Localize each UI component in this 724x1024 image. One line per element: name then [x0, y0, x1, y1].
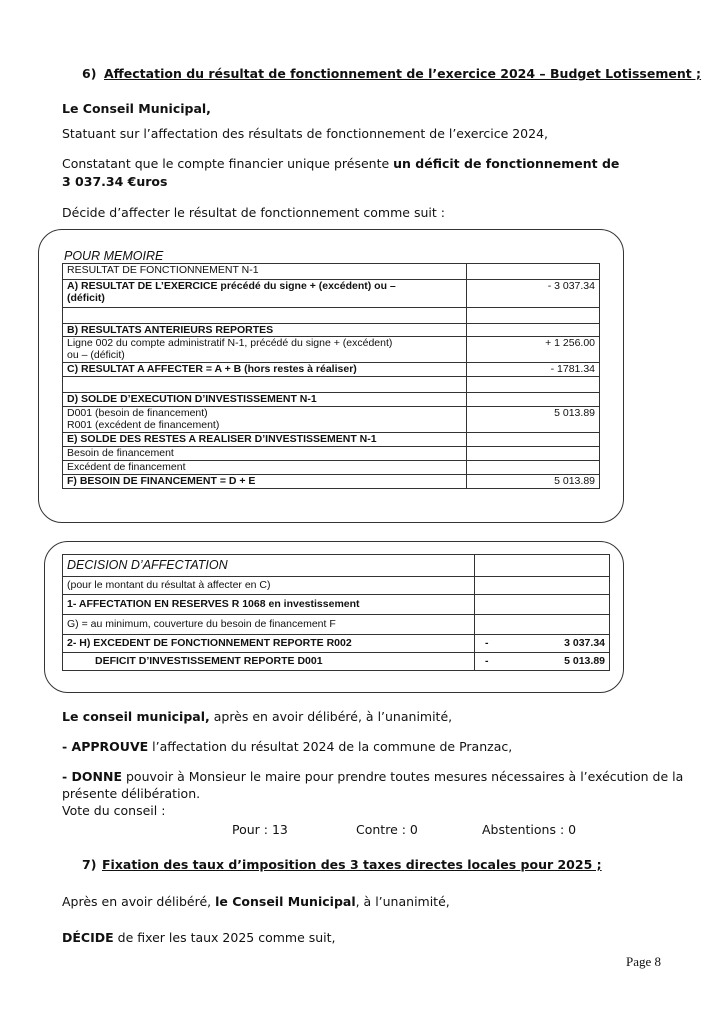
memo-value-f: 5 013.89 — [467, 475, 600, 489]
table-row — [63, 377, 600, 393]
table-row — [63, 393, 600, 407]
section-6-title: Affectation du résultat de fonctionnement de l’exercice 2024 – Budget Lotissement ; — [104, 66, 702, 81]
donne-line-2: présente délibération. — [62, 786, 201, 801]
page-number: Page 8 — [626, 954, 662, 969]
decision-row-3: G) = au minimum, couverture du besoin de financement F — [63, 615, 475, 635]
paragraph-decide: Décide d’affecter le résultat de fonctionnement comme suit : — [62, 205, 445, 220]
decision-value-5: - 5 013.89 — [475, 653, 610, 671]
vote-label: Vote du conseil : — [62, 803, 166, 818]
memo-row-b: B) RESULTATS ANTERIEURS REPORTES — [63, 324, 467, 337]
table-row — [63, 308, 600, 324]
table-row — [63, 653, 610, 671]
table-row — [63, 280, 600, 308]
table-row — [63, 433, 600, 447]
decision-row-2: 1- AFFECTATION EN RESERVES R 1068 en investissement — [63, 595, 475, 615]
table-row — [63, 407, 600, 433]
memo-value-a: - 3 037.34 — [467, 280, 600, 308]
decision-heading: DECISION D’AFFECTATION — [63, 555, 475, 577]
memo-heading: POUR MEMOIRE — [64, 249, 164, 263]
memo-row-e: E) SOLDE DES RESTES A REALISER D’INVESTISSEMENT N-1 — [63, 433, 467, 447]
table-row — [63, 577, 610, 595]
memo-row-label: RESULTAT DE FONCTIONNEMENT N-1 — [63, 264, 467, 280]
donne-line: - DONNE pouvoir à Monsieur le maire pour prendre toutes mesures nécessaires à l’exécution de la — [62, 769, 684, 784]
table-row — [63, 555, 610, 577]
vote-abstentions: Abstentions : 0 — [482, 822, 577, 837]
memo-value-d: 5 013.89 — [467, 407, 600, 433]
table-row — [63, 615, 610, 635]
deficit-amount: 3 037.34 €uros — [62, 174, 168, 189]
section-7-p2: DÉCIDE de fixer les taux 2025 comme suit, — [62, 930, 336, 945]
memo-row-e-excedent: Excédent de financement — [63, 461, 467, 475]
decision-row-4: 2- H) EXCEDENT DE FONCTIONNEMENT REPORTE R002 — [63, 635, 475, 653]
table-row — [63, 337, 600, 363]
memo-row-b-detail: Ligne 002 du compte administratif N-1, précédé du signe + (excédent) ou – (déficit) — [63, 337, 467, 363]
section-7-title: Fixation des taux d’imposition des 3 taxes directes locales pour 2025 ; — [102, 857, 602, 872]
table-row — [63, 475, 600, 489]
decision-value-4: - 3 037.34 — [475, 635, 610, 653]
section-6-number: 6) — [82, 66, 97, 81]
memo-row-c: C) RESULTAT A AFFECTER = A + B (hors restes à réaliser) — [63, 363, 467, 377]
table-row — [63, 635, 610, 653]
conseil-deliberation: Le conseil municipal, après en avoir délibéré, à l’unanimité, — [62, 709, 453, 724]
decision-row-5: DEFICIT D’INVESTISSEMENT REPORTE D001 — [63, 653, 475, 671]
vote-pour: Pour : 13 — [232, 822, 288, 837]
table-row — [63, 461, 600, 475]
memo-row-e-besoin: Besoin de financement — [63, 447, 467, 461]
council-heading: Le Conseil Municipal, — [62, 101, 211, 116]
table-row — [63, 595, 610, 615]
memo-row-a: A) RESULTAT DE L’EXERCICE précédé du signe + (excédent) ou – (déficit) — [63, 280, 467, 308]
table-row — [63, 324, 600, 337]
decision-row-1: (pour le montant du résultat à affecter en C) — [63, 577, 475, 595]
table-row — [63, 264, 600, 280]
memo-value-b: + 1 256.00 — [467, 337, 600, 363]
memo-row-d: D) SOLDE D’EXECUTION D’INVESTISSEMENT N-1 — [63, 393, 467, 407]
memo-table — [62, 263, 600, 489]
decision-table — [62, 554, 610, 671]
memo-row-d-detail: D001 (besoin de financement) R001 (excédent de financement) — [63, 407, 467, 433]
paragraph-statuant: Statuant sur l’affectation des résultats de fonctionnement de l’exercice 2024, — [62, 126, 549, 141]
section-7-p1: Après en avoir délibéré, le Conseil Municipal, à l’unanimité, — [62, 894, 450, 909]
approuve-line: - APPROUVE l’affectation du résultat 2024 de la commune de Pranzac, — [62, 739, 513, 754]
paragraph-constatant: Constatant que le compte financier unique présente un déficit de fonctionnement de — [62, 156, 620, 171]
table-row — [63, 363, 600, 377]
memo-row-f: F) BESOIN DE FINANCEMENT = D + E — [63, 475, 467, 489]
memo-value-c: - 1781.34 — [467, 363, 600, 377]
vote-contre: Contre : 0 — [356, 822, 418, 837]
section-7-number: 7) — [82, 857, 97, 872]
table-row — [63, 447, 600, 461]
